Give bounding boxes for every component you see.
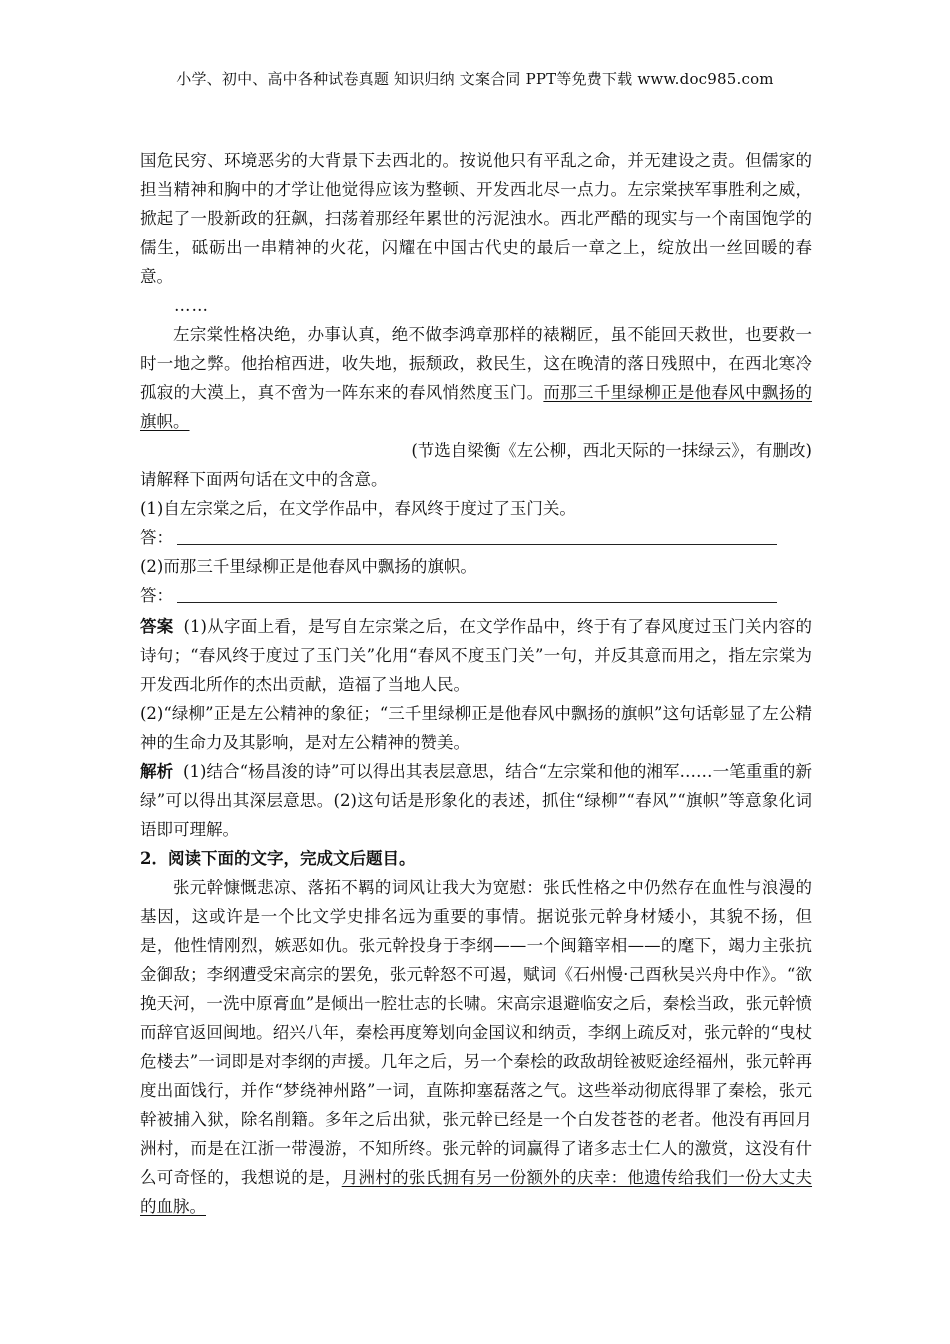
answer-label: 答： [140,528,173,547]
answer-text: (1)从字面上看，是写自左宗棠之后，在文学作品中，终于有了春风度过玉门关内容的诗句；“春风终于度过了玉门关”化用“春风不度玉门关”一句，并反其意而用之，指左宗棠为开发西北所作的杰出贡献，造福了当地人民。 [140,617,813,694]
answer-line-2[interactable] [140,581,812,610]
question-item-2: (2)而那三千里绿柳正是他春风中飘扬的旗帜。 [140,557,477,576]
paragraph-text: 张元幹慷慨悲凉、落拓不羁的词风让我大为宽慰：张氏性格之中仍然存在血性与浪漫的基因，这或许是一个比文学史排名远为重要的事情。据说张元幹身材矮小，其貌不扬，但是，他性情刚烈，嫉恶如仇。张元幹投身于李纲——一个闽籍宰相——的麾下，竭力主张抗金御敌；李纲遭受宋高宗的罢免，张元幹怒不可遏，赋词《石州慢·己酉秋吴兴舟中作》。“欲挽天河，一洗中原膏血”是倾出一腔壮志的长啸。宋高宗退避临安之后，秦桧当政，张元幹愤而辞官返回闽地。绍兴八年，秦桧再度筹划向金国议和纳贡，李纲上疏反对，张元幹的“曳杖危楼去”一词即是对李纲的声援。几年之后，另一个秦桧的政敌胡铨被贬途经福州，张元幹再度出面饯行，并作“梦绕神州路”一词，直陈抑塞磊落之气。这些举动彻底得罪了秦桧，张元幹被捕入狱，除名削籍。多年之后出狱，张元幹已经是一个白发苍苍的老者。他没有再回月洲村，而是在江浙一带漫游，不知所终。张元幹的词赢得了诸多志士仁人的激赏，这没有什么可奇怪的，我想说的是， [140,878,812,1187]
answer-heading: 答案 [140,617,174,636]
underlined-sentence: 月洲村的张氏拥有另一份额外的庆幸：他遗传给我们一份大丈夫的血脉。 [140,1168,813,1216]
document-body [140,146,812,1221]
passage2-paragraph [140,873,812,1221]
answer-paragraph-1 [140,612,812,699]
analysis-heading: 解析 [140,762,174,781]
question-item-1: (1)自左宗棠之后，在文学作品中，春风终于度过了玉门关。 [140,499,576,518]
answer-line-1[interactable] [140,523,812,552]
passage-paragraph-2 [140,320,812,436]
ellipsis: …… [174,296,209,315]
page-header: 小学、初中、高中各种试卷真题 知识归纳 文案合同 PPT等免费下载 www.doc985.com [176,70,774,88]
answer-blank[interactable] [177,584,777,603]
underlined-sentence: 而那三千里绿柳正是他春风中飘扬的旗帜。 [140,383,813,431]
answer-blank[interactable] [177,526,777,545]
question-prompt: 请解释下面两句话在文中的含意。 [140,470,388,489]
analysis-text: (1)结合“杨昌浚的诗”可以得出其表层意思，结合“左宗棠和他的湘军……一笔重重的新绿”可以得出其深层意思。(2)这句话是形象化的表述，抓住“绿柳”“春风”“旗帜”等意象化词语即可理解。 [140,762,812,839]
passage-paragraph-1: 国危民穷、环境恶劣的大背景下去西北的。按说他只有平乱之命，并无建设之责。但儒家的担当精神和胸中的才学让他觉得应该为整顿、开发西北尽一点力。左宗棠挟军事胜利之威，掀起了一股新政的狂飙，扫荡着那经年累世的污泥浊水。西北严酷的现实与一个南国饱学的儒生，砥砺出一串精神的火花，闪耀在中国古代史的最后一章之上，绽放出一丝回暖的春意。 [140,151,812,286]
analysis-paragraph [140,757,812,844]
question-2-title: 2．阅读下面的文字，完成文后题目。 [140,849,416,868]
paragraph-text: 左宗棠性格决绝，办事认真，绝不做李鸿章那样的裱糊匠，虽不能回天救世，也要救一时一地之弊。他抬棺西进，收失地，振颓政，救民生，这在晚清的落日残照中，在西北寒冷孤寂的大漠上，真不啻为一阵东来的春风悄然度玉门。 [140,325,812,402]
answer-label: 答： [140,586,173,605]
source-citation: (节选自梁衡《左公柳，西北天际的一抹绿云》，有删改) [411,441,812,460]
answer-paragraph-2: (2)“绿柳”正是左公精神的象征；“三千里绿柳正是他春风中飘扬的旗帜”这句话彰显了左公精神的生命力及其影响，是对左公精神的赞美。 [140,704,812,752]
